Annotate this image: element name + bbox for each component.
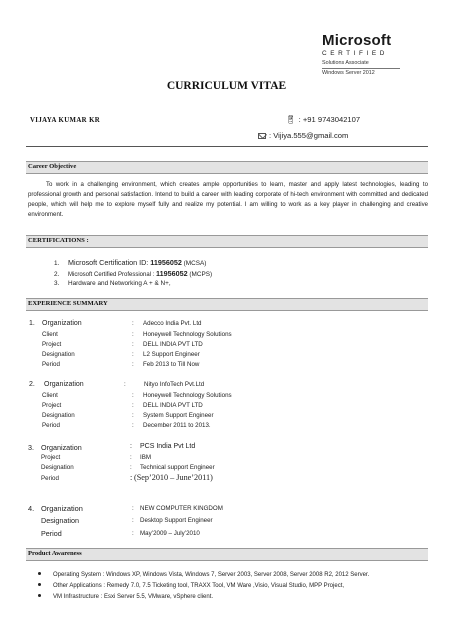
job-field-colon: : (132, 530, 134, 537)
product-list-item (38, 572, 369, 578)
logo-line2: Windows Server 2012 (322, 70, 375, 76)
section-certifications (26, 235, 428, 248)
job-field-colon: : (130, 454, 132, 461)
job-field-value: Adecco India Pvt. Ltd (143, 320, 202, 327)
cert-number: 3. (54, 280, 60, 287)
job-field-value: L2 Support Engineer (143, 351, 200, 358)
phone-number: : +91 9743042107 (298, 115, 361, 124)
section-product-awareness (26, 548, 428, 561)
job-field-label: Period (42, 422, 60, 429)
cert-item (54, 258, 206, 267)
job-field-value: December 2011 to 2013. (143, 422, 211, 429)
job-field-colon: : (132, 392, 134, 399)
job-field-label: Organization (42, 320, 82, 327)
job-field-colon: : (132, 402, 134, 409)
job-number: 4. (28, 504, 35, 513)
phone-icon: 📱︎ (286, 115, 296, 124)
job-field-label: Period (41, 475, 59, 482)
header-divider (26, 146, 428, 147)
job-field-value: DELL INDIA PVT LTD (143, 402, 203, 409)
cert-number: 2. (54, 271, 60, 278)
job-field-label: Client (42, 392, 58, 399)
product-list-item (38, 583, 344, 589)
job-field-colon: : (130, 443, 132, 450)
cert-item (54, 269, 212, 278)
candidate-name: VIJAYA KUMAR KR (30, 117, 101, 124)
job-field-colon: : (132, 351, 134, 358)
cert-suffix: (MCSA) (181, 260, 207, 267)
job-field-colon: : (132, 505, 134, 512)
job-field-colon: : (132, 320, 134, 327)
cert-label: Hardware and Networking A + & N+, (68, 280, 171, 287)
job-field-colon: : (130, 473, 133, 482)
job-number: 1. (29, 320, 35, 327)
job-field-colon: : (132, 517, 134, 524)
job-number: 3. (28, 443, 34, 452)
job-field-value: Desktop Support Engineer (140, 517, 213, 524)
product-list-item (38, 594, 213, 600)
job-field-label: Organization (41, 443, 82, 452)
cert-item (54, 280, 171, 287)
section-title: EXPERIENCE SUMMARY (28, 300, 108, 307)
job-field-value: (Sep’2010 – June’2011) (134, 473, 213, 482)
bullet-icon (38, 583, 41, 586)
job-field-value: Nityo InfoTech Pvt.Ltd (144, 381, 205, 388)
page-title: CURRICULUM VITAE (166, 80, 287, 92)
cert-id: 11956052 (156, 269, 188, 278)
job-field-colon: : (132, 341, 134, 348)
section-title: CERTIFICATIONS : (28, 237, 89, 244)
job-field-label: Organization (44, 381, 84, 388)
job-field-value: Honeywell Technology Solutions (143, 392, 232, 399)
job-field-value: Honeywell Technology Solutions (143, 331, 232, 338)
logo-brand: Microsoft (322, 32, 392, 49)
job-field-label: Project (41, 454, 61, 461)
product-text: VM Infrastructure : Esxi Server 5.5, VMware, vSphere client. (53, 594, 214, 600)
job-field-colon: : (132, 412, 134, 419)
job-field-value: May’2009 – July’2010 (140, 530, 200, 537)
section-title: Career Objective (28, 163, 77, 170)
logo-line1: Solutions Associate (322, 60, 369, 66)
section-career-objective (26, 161, 428, 174)
job-field-colon: : (130, 464, 132, 471)
job-field-label: Project (42, 341, 62, 348)
job-field-value: PCS India Pvt Ltd (140, 443, 196, 450)
job-field-colon: : (124, 381, 126, 388)
section-title: Product Awareness (28, 550, 82, 557)
job-field-value: DELL INDIA PVT LTD (143, 341, 203, 348)
cert-suffix: (MCPS) (187, 271, 213, 278)
job-number: 2. (29, 381, 35, 388)
job-field-colon: : (132, 422, 134, 429)
objective-paragraph: To work in a challenging environment, which creates ample opportunities to learn, master and apply latest technologies, leading to professional growth and personal satisfaction. Intend to build a career with leading corporate of hi-tech environment with committed and dedicated people, which will help me to explore myself fully and realize my potential. I am willing to work as a key player in challenging and creative environment. (28, 181, 428, 218)
job-field-label: Designation (42, 351, 75, 358)
product-text: Other Applications : Remedy 7.0, 7.5 Ticketing tool, TRAXX Tool, VM Ware ,Visio, Visual Studio, MPP Project, (53, 583, 345, 589)
email-icon (258, 133, 266, 139)
cert-label: Microsoft Certified Professional : (68, 272, 157, 278)
job-field-label: Designation (41, 516, 79, 525)
logo-certified: CERTIFIED (322, 50, 389, 57)
microsoft-certified-logo (322, 34, 422, 77)
job-field-label: Period (41, 529, 62, 538)
job-field-label: Designation (41, 464, 74, 471)
job-field-label: Client (42, 331, 58, 338)
cert-label: Microsoft Certification ID: (68, 258, 151, 267)
product-text: Operating System : Windows XP, Windows Vista, Windows 7, Server 2003, Server 2008, Server 2008 R2, 2012 Server. (53, 572, 370, 578)
job-field-value: NEW COMPUTER KINGDOM (140, 505, 223, 512)
cert-id: 11956052 (150, 258, 182, 267)
bullet-icon (38, 572, 41, 575)
section-experience-summary (26, 298, 428, 311)
job-field-value: IBM (140, 454, 152, 461)
job-field-value: Technical support Engineer (140, 464, 215, 471)
job-field-value: System Support Engineer (143, 412, 214, 419)
email-address[interactable]: : Vijiya.555@gmail.com (269, 131, 349, 140)
cert-number: 1. (54, 260, 60, 267)
job-field-value: Feb 2013 to Till Now (143, 361, 200, 368)
job-field-label: Organization (41, 504, 83, 513)
job-field-colon: : (132, 361, 134, 368)
email-line (258, 131, 348, 140)
phone-line (286, 115, 360, 124)
bullet-icon (38, 594, 41, 597)
job-field-label: Designation (42, 412, 75, 419)
job-field-label: Project (42, 402, 62, 409)
job-field-colon: : (132, 331, 134, 338)
job-field-label: Period (42, 361, 60, 368)
